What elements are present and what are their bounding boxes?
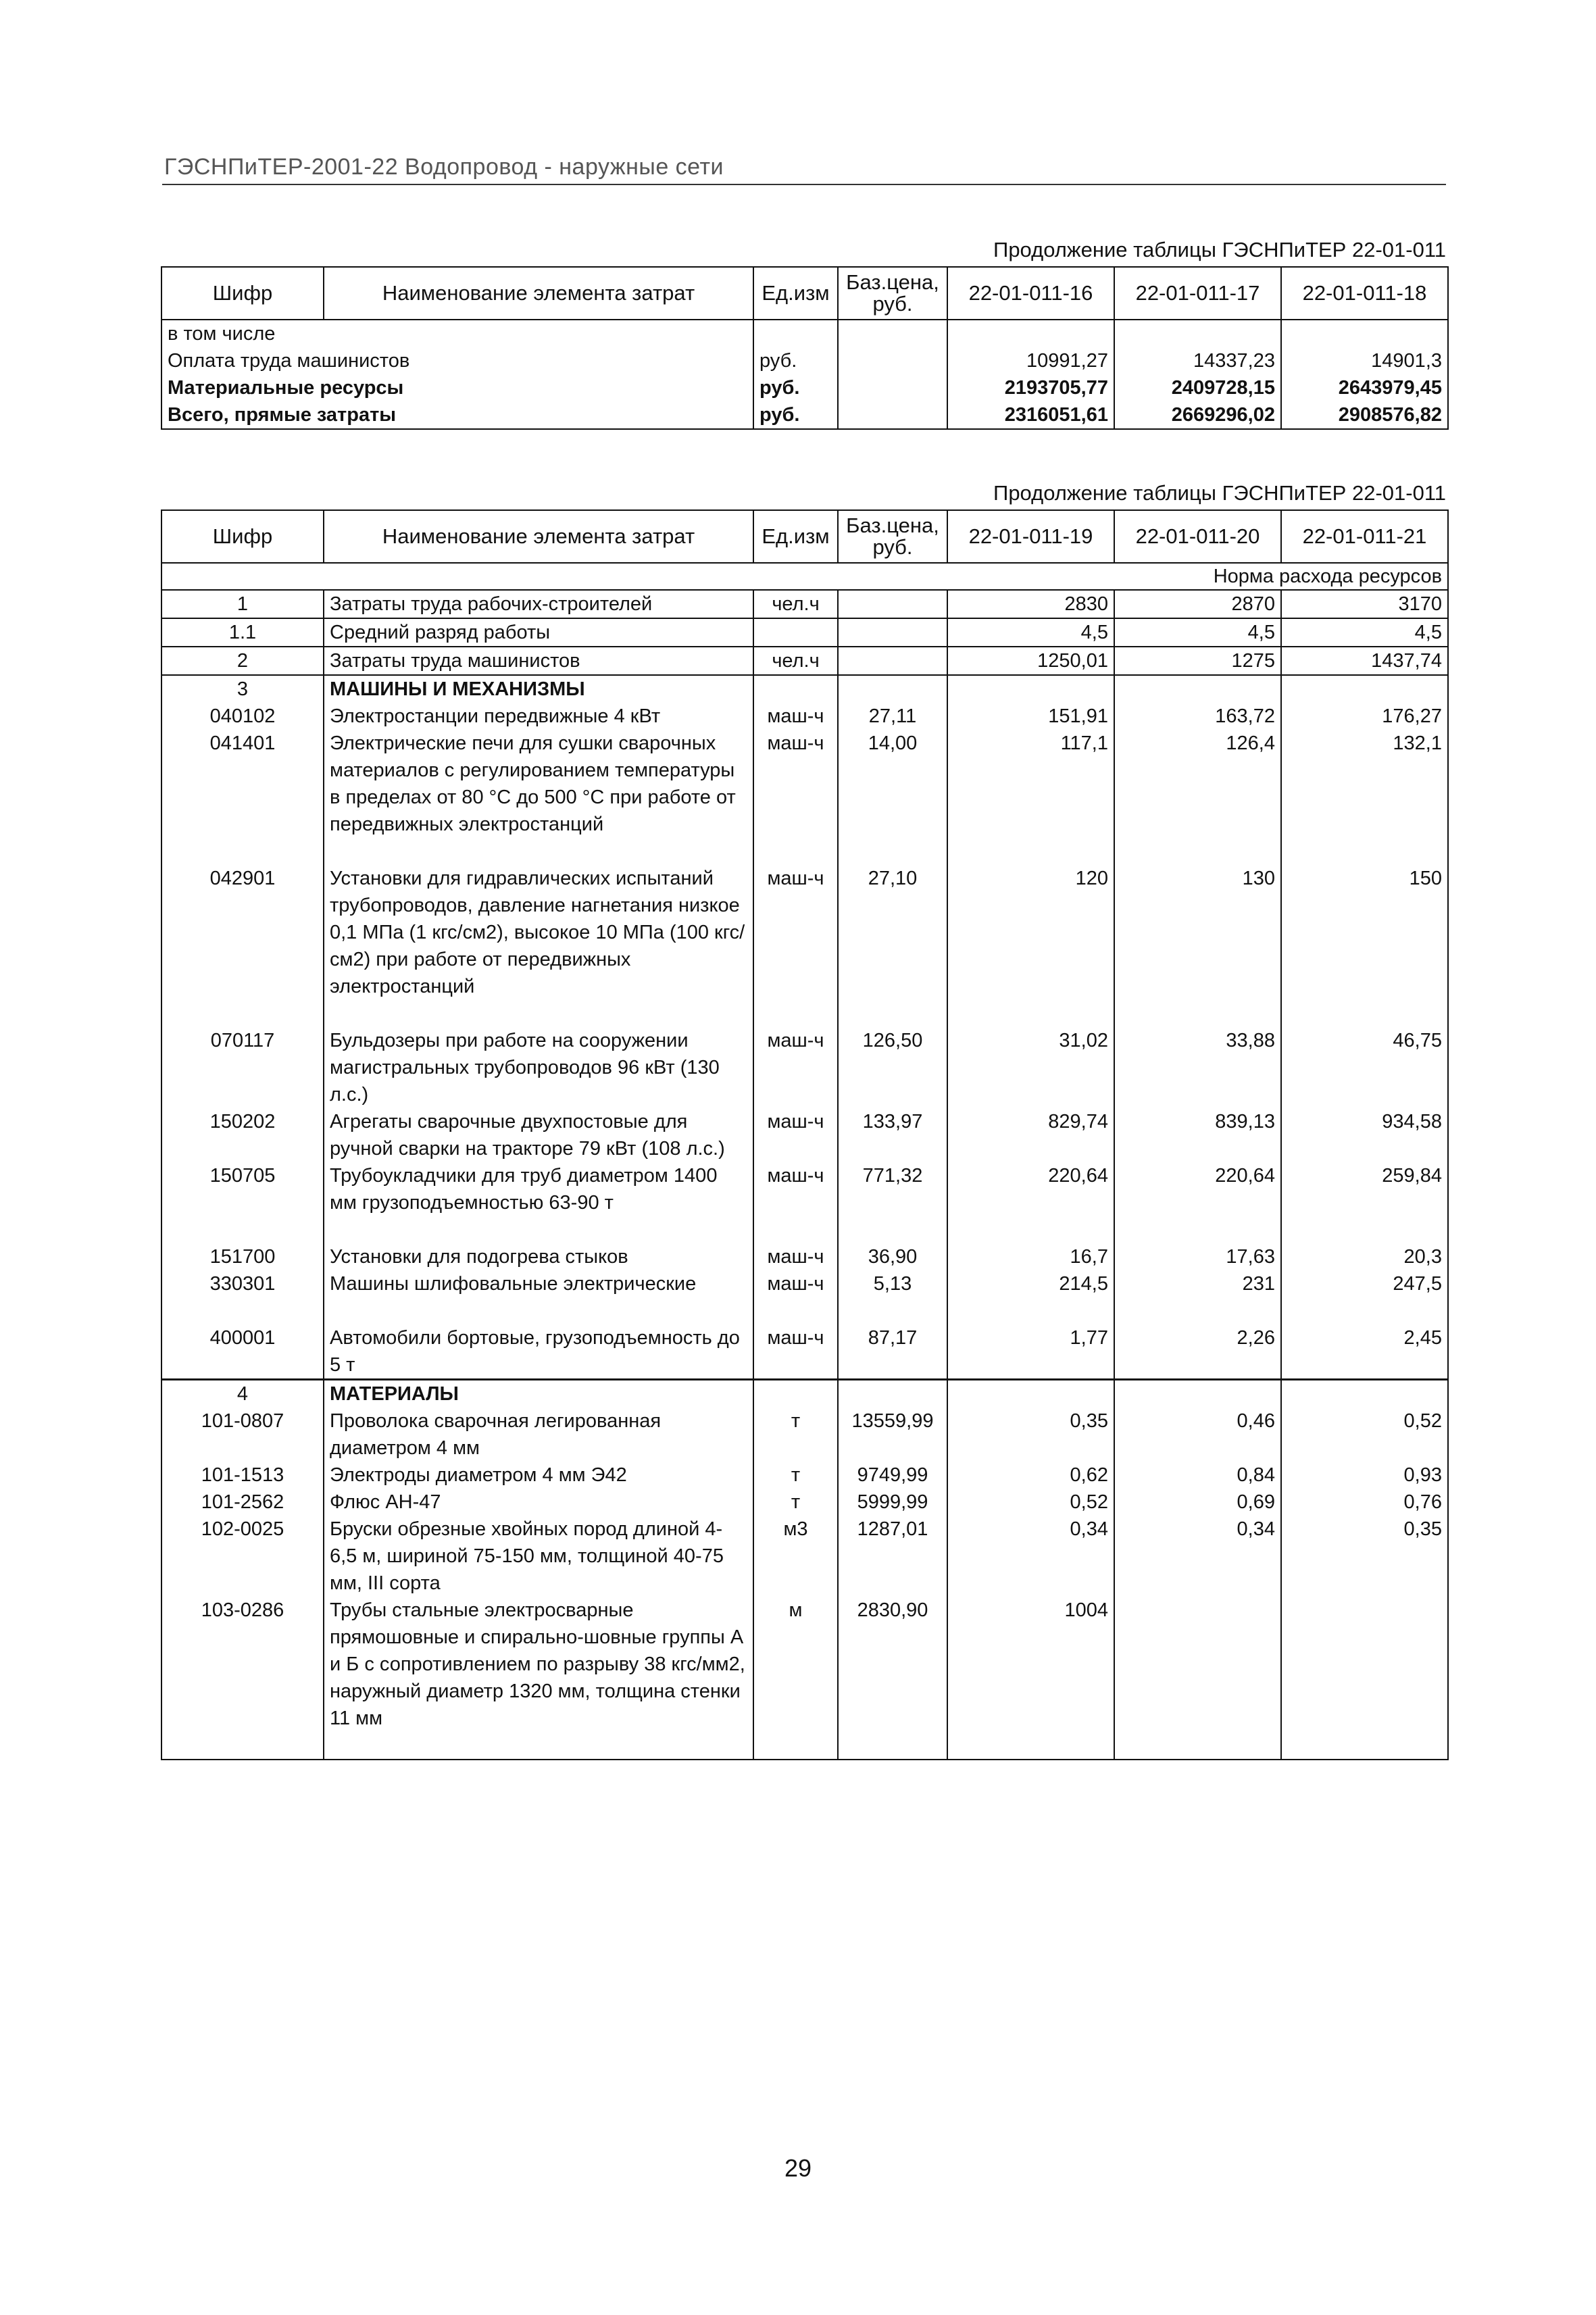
norm-label: Норма расхода ресурсов <box>161 563 1448 590</box>
norm-value-cell: 0,34 <box>1114 1516 1281 1597</box>
table-row <box>161 1462 1448 1489</box>
norm-value-cell: 0,93 <box>1281 1462 1448 1489</box>
resource-name: Агрегаты сварочные двухпостовые для ручной сварки на тракторе 79 кВт (108 л.с.) <box>324 1108 753 1162</box>
norm-value-cell: 3170 <box>1281 590 1448 618</box>
resource-code: 101-1513 <box>161 1462 324 1489</box>
resource-code: 070117 <box>161 1027 324 1108</box>
resource-name: МАТЕРИАЛЫ <box>324 1380 753 1408</box>
col-header-unit: Ед.изм <box>753 510 838 563</box>
table-row <box>161 1027 1448 1108</box>
norm-value-cell <box>1114 1380 1281 1408</box>
resource-name: Электростанции передвижные 4 кВт <box>324 703 753 730</box>
col-header-name: Наименование элемента затрат <box>324 510 753 563</box>
unit-cell <box>753 1380 838 1408</box>
resource-name: Трубоукладчики для труб диаметром 1400 мм грузоподъемностью 63-90 т <box>324 1162 753 1243</box>
norm-value-cell: 2908576,82 <box>1281 401 1448 429</box>
table-row <box>161 1270 1448 1324</box>
resource-code: 101-0807 <box>161 1408 324 1462</box>
resource-name: Бульдозеры при работе на сооружении магистральных трубопроводов 96 кВт (130 л.с.) <box>324 1027 753 1108</box>
norm-value-cell <box>947 320 1114 347</box>
unit-cell: м3 <box>753 1516 838 1597</box>
col-header-code: Шифр <box>161 267 324 320</box>
table-row <box>161 401 1448 429</box>
col-header-base-price: Баз.цена, руб. <box>838 510 947 563</box>
norm-value-cell: 220,64 <box>1114 1162 1281 1243</box>
cost-item-name: в том числе <box>161 320 753 347</box>
norm-value-cell <box>1281 675 1448 703</box>
norm-value-cell: 4,5 <box>1114 618 1281 647</box>
base-price-cell <box>838 647 947 675</box>
table-row <box>161 320 1448 347</box>
unit-cell: руб. <box>753 401 838 429</box>
col-header-code: Шифр <box>161 510 324 563</box>
base-price-cell: 2830,90 <box>838 1597 947 1760</box>
norm-value-cell: 0,35 <box>1281 1516 1448 1597</box>
unit-cell: т <box>753 1489 838 1516</box>
resource-name: Установки для гидравлических испытаний трубопроводов, давление нагнетания низкое 0,1 МПа (1 кгс/см2), высокое 10 МПа (100 кгс/см2) при работе от передвижных электростанций <box>324 865 753 1027</box>
base-price-cell: 13559,99 <box>838 1408 947 1462</box>
unit-cell: чел.ч <box>753 647 838 675</box>
page-number: 29 <box>784 2154 812 2182</box>
norm-value-cell: 0,62 <box>947 1462 1114 1489</box>
unit-cell: маш-ч <box>753 1027 838 1108</box>
norm-value-cell: 2,45 <box>1281 1324 1448 1380</box>
norm-value-cell: 46,75 <box>1281 1027 1448 1108</box>
base-price-cell <box>838 675 947 703</box>
norm-value-cell <box>1281 320 1448 347</box>
table-row <box>161 1408 1448 1462</box>
norm-value-cell: 1,77 <box>947 1324 1114 1380</box>
norm-value-cell: 0,76 <box>1281 1489 1448 1516</box>
norm-value-cell: 2830 <box>947 590 1114 618</box>
base-price-cell: 133,97 <box>838 1108 947 1162</box>
norm-value-cell: 17,63 <box>1114 1243 1281 1270</box>
base-price-cell: 771,32 <box>838 1162 947 1243</box>
unit-cell: т <box>753 1408 838 1462</box>
norm-value-cell: 0,34 <box>947 1516 1114 1597</box>
resource-name: Затраты труда машинистов <box>324 647 753 675</box>
norm-value-cell: 0,35 <box>947 1408 1114 1462</box>
section-row <box>161 675 1448 703</box>
col-header-norm-17: 22-01-011-17 <box>1114 267 1281 320</box>
cost-summary-table <box>161 266 1449 430</box>
resource-code: 1.1 <box>161 618 324 647</box>
norm-value-cell: 176,27 <box>1281 703 1448 730</box>
unit-cell: маш-ч <box>753 1324 838 1380</box>
col-header-norm-21: 22-01-011-21 <box>1281 510 1448 563</box>
norm-value-cell: 2193705,77 <box>947 374 1114 401</box>
resource-code: 150705 <box>161 1162 324 1243</box>
unit-cell <box>753 618 838 647</box>
resource-code: 102-0025 <box>161 1516 324 1597</box>
resource-code: 151700 <box>161 1243 324 1270</box>
base-price-cell: 36,90 <box>838 1243 947 1270</box>
resource-name: Бруски обрезные хвойных пород длиной 4-6,5 м, шириной 75-150 мм, толщиной 40-75 мм, III сорта <box>324 1516 753 1597</box>
norm-value-cell: 0,52 <box>1281 1408 1448 1462</box>
table-row <box>161 730 1448 865</box>
table-row <box>161 1324 1448 1380</box>
col-header-name: Наименование элемента затрат <box>324 267 753 320</box>
base-price-cell <box>838 1380 947 1408</box>
table-row <box>161 1597 1448 1760</box>
header-rule <box>162 184 1446 185</box>
base-price-cell: 9749,99 <box>838 1462 947 1489</box>
norm-value-cell: 4,5 <box>947 618 1114 647</box>
resource-name: Затраты труда рабочих-строителей <box>324 590 753 618</box>
norm-value-cell: 132,1 <box>1281 730 1448 865</box>
norm-value-cell: 829,74 <box>947 1108 1114 1162</box>
base-price-cell: 5999,99 <box>838 1489 947 1516</box>
base-price-cell <box>838 374 947 401</box>
base-price-cell: 14,00 <box>838 730 947 865</box>
cost-item-name: Всего, прямые затраты <box>161 401 753 429</box>
table-row <box>161 1243 1448 1270</box>
norm-value-cell: 0,84 <box>1114 1462 1281 1489</box>
unit-cell: маш-ч <box>753 703 838 730</box>
base-price-cell <box>838 401 947 429</box>
resource-code: 2 <box>161 647 324 675</box>
resource-code: 103-0286 <box>161 1597 324 1760</box>
norm-value-cell: 1004 <box>947 1597 1114 1760</box>
norm-value-cell: 2316051,61 <box>947 401 1114 429</box>
resource-code: 041401 <box>161 730 324 865</box>
base-price-cell <box>838 320 947 347</box>
table-row <box>161 647 1448 675</box>
resource-code: 042901 <box>161 865 324 1027</box>
table-row <box>161 1516 1448 1597</box>
unit-cell: руб. <box>753 347 838 374</box>
norm-value-cell: 16,7 <box>947 1243 1114 1270</box>
unit-cell: чел.ч <box>753 590 838 618</box>
norm-value-cell: 220,64 <box>947 1162 1114 1243</box>
norm-value-cell: 14901,3 <box>1281 347 1448 374</box>
resource-name: Трубы стальные электросварные прямошовные и спирально-шовные группы А и Б с сопротивлением по разрыву 38 кгс/мм2, наружный диаметр 1320 мм, толщина стенки 11 мм <box>324 1597 753 1760</box>
resource-code: 330301 <box>161 1270 324 1324</box>
norm-value-cell <box>1114 675 1281 703</box>
resource-name: Установки для подогрева стыков <box>324 1243 753 1270</box>
base-price-cell: 1287,01 <box>838 1516 947 1597</box>
unit-cell <box>753 675 838 703</box>
base-price-cell <box>838 347 947 374</box>
table-row <box>161 618 1448 647</box>
col-header-norm-16: 22-01-011-16 <box>947 267 1114 320</box>
resource-code: 040102 <box>161 703 324 730</box>
norm-value-cell: 130 <box>1114 865 1281 1027</box>
norm-value-cell: 126,4 <box>1114 730 1281 865</box>
table-row <box>161 347 1448 374</box>
norm-value-cell: 31,02 <box>947 1027 1114 1108</box>
resource-code: 3 <box>161 675 324 703</box>
table-row <box>161 374 1448 401</box>
norm-value-cell: 839,13 <box>1114 1108 1281 1162</box>
norm-value-cell: 2643979,45 <box>1281 374 1448 401</box>
norm-value-cell <box>947 1380 1114 1408</box>
norm-value-cell <box>1114 1597 1281 1760</box>
norm-value-cell: 231 <box>1114 1270 1281 1324</box>
resource-name: Электроды диаметром 4 мм Э42 <box>324 1462 753 1489</box>
resource-name: Флюс АН-47 <box>324 1489 753 1516</box>
norm-value-cell: 934,58 <box>1281 1108 1448 1162</box>
resource-code: 101-2562 <box>161 1489 324 1516</box>
resource-norms-table <box>161 509 1449 1760</box>
norm-value-cell: 33,88 <box>1114 1027 1281 1108</box>
norm-value-cell: 151,91 <box>947 703 1114 730</box>
base-price-cell: 5,13 <box>838 1270 947 1324</box>
unit-cell: маш-ч <box>753 1162 838 1243</box>
running-header: ГЭСНПиТЕР-2001-22 Водопровод - наружные сети <box>164 154 724 180</box>
unit-cell: маш-ч <box>753 1270 838 1324</box>
norm-value-cell: 20,3 <box>1281 1243 1448 1270</box>
col-header-norm-20: 22-01-011-20 <box>1114 510 1281 563</box>
norm-value-cell: 14337,23 <box>1114 347 1281 374</box>
col-header-norm-19: 22-01-011-19 <box>947 510 1114 563</box>
col-header-unit: Ед.изм <box>753 267 838 320</box>
norm-value-cell: 0,69 <box>1114 1489 1281 1516</box>
unit-cell <box>753 320 838 347</box>
resource-name: Проволока сварочная легированная диаметром 4 мм <box>324 1408 753 1462</box>
norm-value-cell: 0,52 <box>947 1489 1114 1516</box>
base-price-cell: 126,50 <box>838 1027 947 1108</box>
norm-value-cell: 163,72 <box>1114 703 1281 730</box>
resource-name: Машины шлифовальные электрические <box>324 1270 753 1324</box>
col-header-norm-18: 22-01-011-18 <box>1281 267 1448 320</box>
unit-cell: маш-ч <box>753 1243 838 1270</box>
norm-value-cell <box>947 675 1114 703</box>
base-price-cell <box>838 590 947 618</box>
table2-caption: Продолжение таблицы ГЭСНПиТЕР 22-01-011 <box>993 481 1446 505</box>
resource-code: 1 <box>161 590 324 618</box>
base-price-cell: 27,10 <box>838 865 947 1027</box>
unit-cell: маш-ч <box>753 730 838 865</box>
norm-value-cell <box>1281 1380 1448 1408</box>
resource-code: 400001 <box>161 1324 324 1380</box>
norm-value-cell: 120 <box>947 865 1114 1027</box>
resource-code: 150202 <box>161 1108 324 1162</box>
cost-item-name: Материальные ресурсы <box>161 374 753 401</box>
col-header-base-price: Баз.цена, руб. <box>838 267 947 320</box>
norm-value-cell: 117,1 <box>947 730 1114 865</box>
norm-value-cell: 259,84 <box>1281 1162 1448 1243</box>
table-row <box>161 1489 1448 1516</box>
table-row <box>161 1162 1448 1243</box>
resource-name: МАШИНЫ И МЕХАНИЗМЫ <box>324 675 753 703</box>
table-row <box>161 590 1448 618</box>
norm-value-cell <box>1114 320 1281 347</box>
table-row <box>161 865 1448 1027</box>
norm-value-cell: 2870 <box>1114 590 1281 618</box>
resource-code: 4 <box>161 1380 324 1408</box>
norm-value-cell: 2,26 <box>1114 1324 1281 1380</box>
norm-value-cell: 1437,74 <box>1281 647 1448 675</box>
norm-value-cell: 2409728,15 <box>1114 374 1281 401</box>
norm-value-cell: 0,46 <box>1114 1408 1281 1462</box>
norm-value-cell <box>1281 1597 1448 1760</box>
norm-value-cell: 150 <box>1281 865 1448 1027</box>
table-row <box>161 703 1448 730</box>
unit-cell: руб. <box>753 374 838 401</box>
base-price-cell: 27,11 <box>838 703 947 730</box>
norm-value-cell: 2669296,02 <box>1114 401 1281 429</box>
resource-name: Средний разряд работы <box>324 618 753 647</box>
norm-value-cell: 214,5 <box>947 1270 1114 1324</box>
base-price-cell: 87,17 <box>838 1324 947 1380</box>
norm-value-cell: 1250,01 <box>947 647 1114 675</box>
resource-name: Электрические печи для сушки сварочных материалов с регулированием температуры в пределах от 80 °С до 500 °С при работе от передвижных электростанций <box>324 730 753 865</box>
unit-cell: м <box>753 1597 838 1760</box>
unit-cell: маш-ч <box>753 1108 838 1162</box>
norm-value-cell: 247,5 <box>1281 1270 1448 1324</box>
table1-caption: Продолжение таблицы ГЭСНПиТЕР 22-01-011 <box>993 238 1446 262</box>
norm-value-cell: 1275 <box>1114 647 1281 675</box>
norm-value-cell: 10991,27 <box>947 347 1114 374</box>
norm-value-cell: 4,5 <box>1281 618 1448 647</box>
cost-item-name: Оплата труда машинистов <box>161 347 753 374</box>
unit-cell: т <box>753 1462 838 1489</box>
base-price-cell <box>838 618 947 647</box>
section-row <box>161 1380 1448 1408</box>
resource-name: Автомобили бортовые, грузоподъемность до 5 т <box>324 1324 753 1380</box>
unit-cell: маш-ч <box>753 865 838 1027</box>
table-row <box>161 1108 1448 1162</box>
